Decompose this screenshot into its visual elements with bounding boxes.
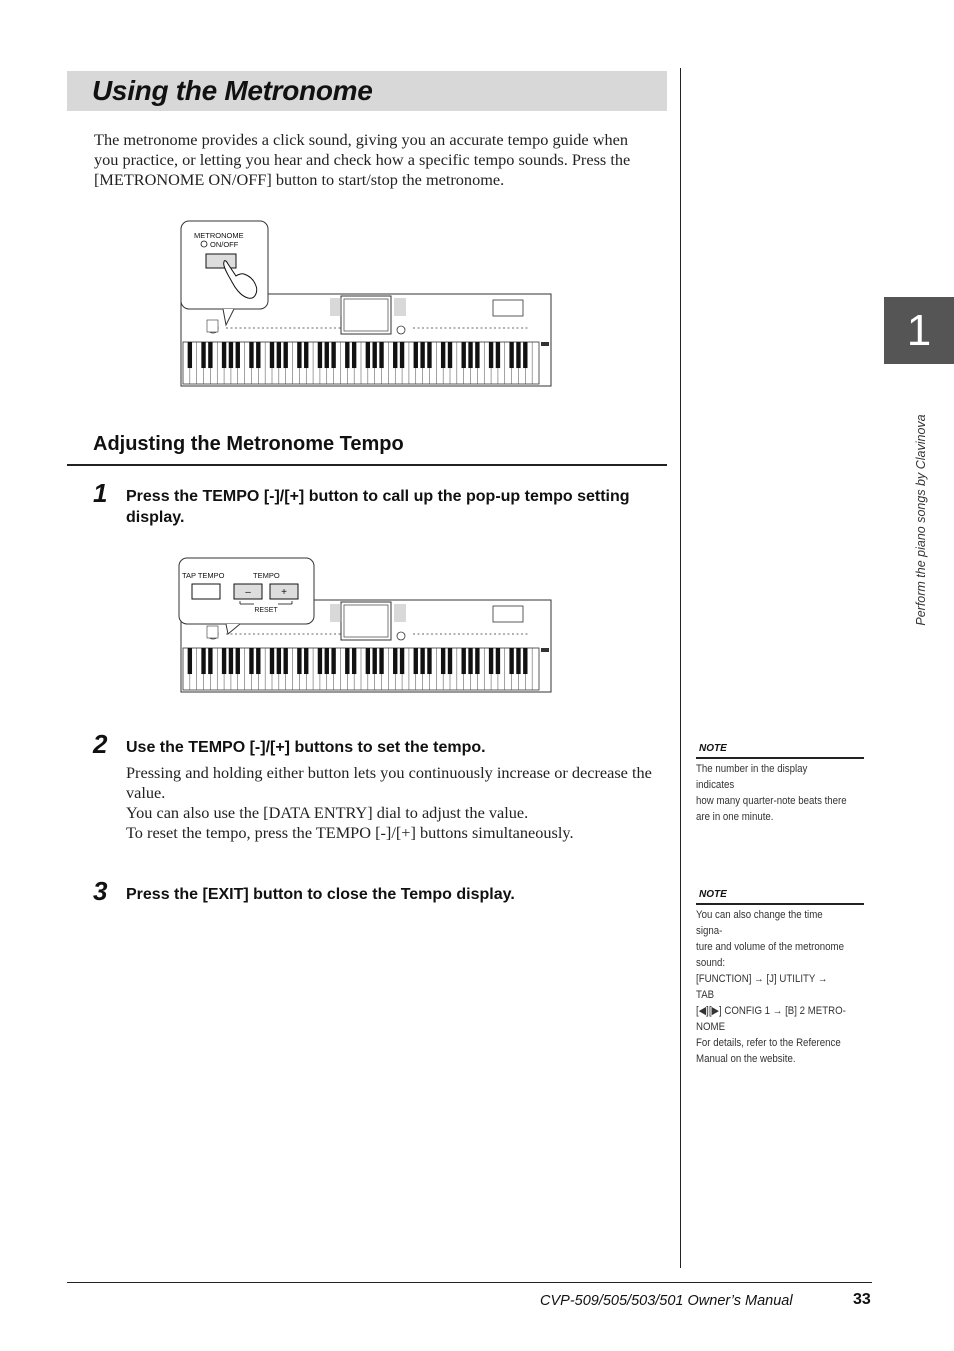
footer-manual-title: CVP-509/505/503/501 Owner’s Manual bbox=[540, 1293, 793, 1309]
on-off-label: ON/OFF bbox=[210, 240, 239, 249]
note-1-rule bbox=[696, 757, 864, 759]
column-divider bbox=[680, 68, 681, 1268]
tap-tempo-label: TAP TEMPO bbox=[182, 571, 225, 580]
tempo-keyboard-figure bbox=[176, 556, 556, 698]
step-1-number: 1 bbox=[93, 478, 108, 508]
note-line: ture and volume of the metronome bbox=[696, 941, 844, 953]
note-2-heading: NOTE bbox=[699, 889, 727, 900]
step-2-body-line: To reset the tempo, press the TEMPO [-]/[+] buttons simultaneously. bbox=[126, 823, 574, 842]
tap-tempo-button bbox=[192, 584, 220, 599]
footer-rule bbox=[67, 1282, 872, 1283]
note-line: For details, refer to the Reference bbox=[696, 1037, 841, 1049]
section-rule bbox=[67, 464, 667, 466]
note-line: are in one minute. bbox=[696, 811, 774, 823]
note-line: Manual on the website. bbox=[696, 1053, 796, 1065]
metronome-label: METRONOME bbox=[194, 231, 244, 240]
note-2-rule bbox=[696, 903, 864, 905]
step-2-number: 2 bbox=[93, 729, 108, 759]
note-2-body bbox=[696, 907, 847, 1067]
note-line: sound: bbox=[696, 957, 726, 969]
plus-symbol: + bbox=[281, 587, 287, 598]
chapter-side-label: Perform the piano songs by Clavinova bbox=[914, 414, 928, 626]
note-1-heading: NOTE bbox=[699, 743, 727, 754]
page-number: 33 bbox=[853, 1291, 871, 1308]
minus-symbol: – bbox=[245, 587, 251, 598]
note-line: how many quarter-note beats there bbox=[696, 795, 847, 807]
step-2-body-line: Pressing and holding either button lets you continuously increase or decrease the value. bbox=[126, 763, 652, 802]
note-1-body bbox=[696, 761, 847, 825]
step-2-body bbox=[126, 763, 656, 843]
note-line: You can also change the time signa- bbox=[696, 909, 823, 937]
note-line: NOME bbox=[696, 1021, 726, 1033]
note-line: [FUNCTION] → [J] UTILITY → TAB bbox=[696, 973, 828, 1001]
reset-label: RESET bbox=[254, 607, 278, 614]
step-3-number: 3 bbox=[93, 876, 108, 906]
step-3-title: Press the [EXIT] button to close the Tempo display. bbox=[126, 886, 515, 903]
metronome-keyboard-figure bbox=[178, 218, 558, 393]
section-heading: Adjusting the Metronome Tempo bbox=[93, 433, 404, 455]
note-line: [◀][▶] CONFIG 1 → [B] 2 METRO- bbox=[696, 1005, 846, 1017]
metronome-button bbox=[206, 254, 236, 268]
step-2-title: Use the TEMPO [-]/[+] buttons to set the tempo. bbox=[126, 739, 486, 756]
note-line: The number in the display indicates bbox=[696, 763, 808, 791]
chapter-number: 1 bbox=[906, 306, 932, 355]
page-title: Using the Metronome bbox=[92, 75, 373, 106]
intro-paragraph: The metronome provides a click sound, giving you an accurate tempo guide when you practice, or letting you hear and check how a specific tempo sounds. Press the [METRONOME ON/OFF] button to start/stop the metronome. bbox=[94, 130, 631, 189]
tempo-label: TEMPO bbox=[253, 571, 280, 580]
step-2-body-line: You can also use the [DATA ENTRY] dial to adjust the value. bbox=[126, 803, 529, 822]
step-1-title: Press the TEMPO [-]/[+] button to call up the pop-up tempo setting display. bbox=[126, 488, 630, 526]
